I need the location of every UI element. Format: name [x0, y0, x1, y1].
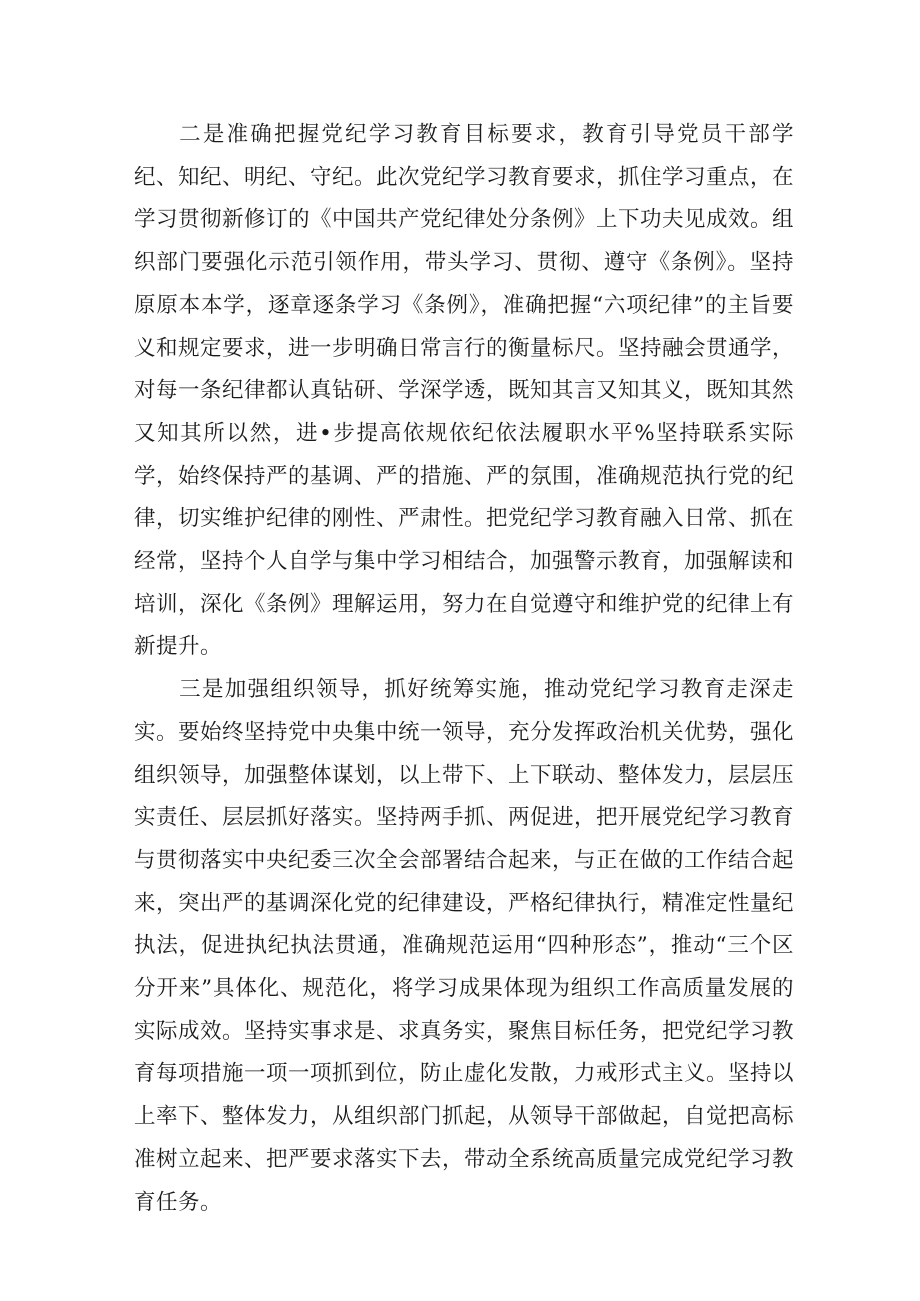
paragraph-discipline-study-goals: 二是准确把握党纪学习教育目标要求，教育引导党员干部学纪、知纪、明纪、守纪。此次党纪学习教育要求，抓住学习重点，在学习贯彻新修订的《中国共产党纪律处分条例》上下功夫见成效。组织部门要强化示范引领作用，带头学习、贯彻、遵守《条例》。坚持原原本本学，逐章逐条学习《条例》，准确把握“六项纪律”的主旨要义和规定要求，进一步明确日常言行的衡量标尺。坚持融会贯通学，对每一条纪律都认真钻研、学深学透，既知其言又知其义，既知其然又知其所以然，进•步提高依规依纪依法履职水平%坚持联系实际学，始终保持严的基调、严的措施、严的氛围，准确规范执行党的纪律，切实维护纪律的刚性、严肃性。把党纪学习教育融入日常、抓在经常，坚持个人自学与集中学习相结合，加强警示教育，加强解读和培训，深化《条例》理解运用，努力在自觉遵守和维护党的纪律上有新提升。	[134, 122, 795, 660]
paragraph-organization-leadership: 三是加强组织领导，抓好统筹实施，推动党纪学习教育走深走实。要始终坚持党中央集中统一领导，充分发挥政治机关优势，强化组织领导，加强整体谋划，以上带下、上下联动、整体发力，层层压实责任、层层抓好落实。坚持两手抓、两促进，把开展党纪学习教育与贯彻落实中央纪委三次全会部署结合起来，与正在做的工作结合起来，突出严的基调深化党的纪律建设，严格纪律执行，精准定性量纪执法，促进执纪执法贯通，准确规范运用“四种形态”，推动“三个区分开来”具体化、规范化，将学习成果体现为组织工作高质量发展的实际成效。坚持实事求是、求真务实，聚焦目标任务，把党纪学习教育每项措施一项一项抓到位，防止虚化发散，力戒形式主义。坚持以上率下、整体发力，从组织部门抓起，从领导干部做起，自觉把高标准树立起来、把严要求落实下去，带动全系统高质量完成党纪学习教育任务。	[134, 677, 795, 1215]
body-text	[134, 114, 794, 1224]
